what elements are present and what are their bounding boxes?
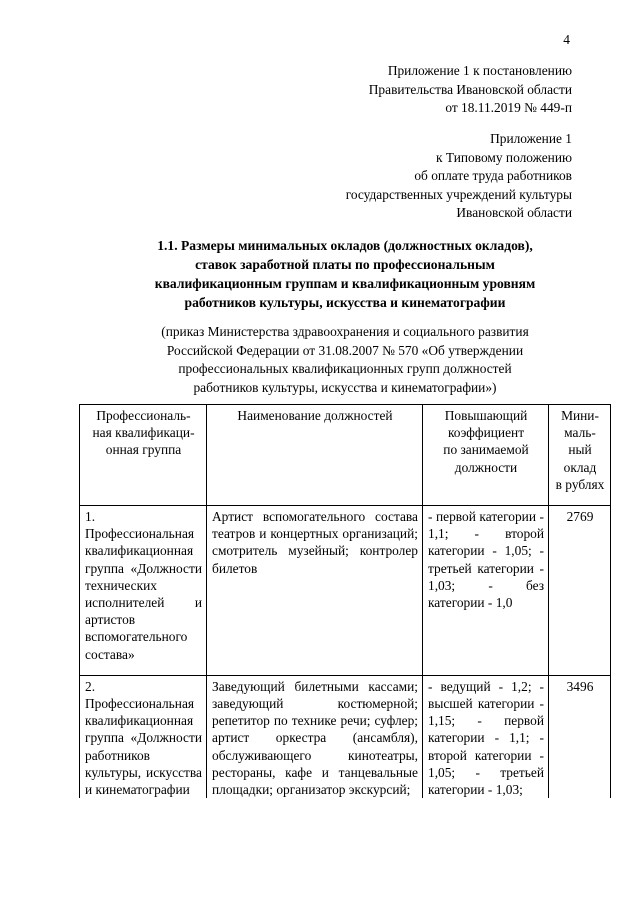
cell-positions: Заведующий билетными кассами; заведующий костюмерной; репетитор по технике речи; суфлер; артист оркестра (ансамбля), обслуживающего кинотеатры, рестораны, кафе и танцевальные площадки; организатор экскурсий; <box>207 675 423 798</box>
appendix-line: об оплате труда работников <box>414 168 572 183</box>
reference-line: Российской Федерации от 31.08.2007 № 570 «Об утверждении <box>166 342 524 358</box>
title-line: работников культуры, искусства и кинематографии <box>184 295 506 310</box>
table-row <box>80 506 611 676</box>
header-salary: Мини- маль- ный оклад в рублях <box>549 405 611 506</box>
salary-table <box>79 404 611 798</box>
document-title <box>76 236 614 312</box>
cell-positions: Артист вспомогательного состава театров и концертных организаций; смотритель музейный; контролер билетов <box>207 506 423 676</box>
page-number: 4 <box>563 32 570 47</box>
cell-coefficients: - ведущий - 1,2; - высшей категории - 1,15; - первой категории - 1,1; - второй категории - 1,05; - третьей категории - 1,03; <box>423 675 549 798</box>
cell-coefficients: - первой категории - 1,1; - второй категории - 1,05; - третьей категории - 1,03; - без категории - 1,0 <box>423 506 549 676</box>
table-header-row <box>80 405 611 506</box>
reference-line: (приказ Министерства здравоохранения и социального развития <box>161 324 529 339</box>
appendix-line: Приложение 1 к постановлению <box>387 63 572 78</box>
appendix-line: Приложение 1 <box>490 131 572 146</box>
reference-line: работников культуры, искусства и кинематографии») <box>193 379 497 395</box>
header-coefficient: Повышающий коэффициент по занимаемой должности <box>423 405 549 506</box>
appendix-line: Ивановской области <box>456 205 572 220</box>
appendix-header-regulation <box>346 130 572 223</box>
appendix-header-resolution <box>369 62 572 118</box>
header-positions: Наименование должностей <box>207 405 423 506</box>
header-group: Профессиональ- ная квалификаци- онная группа <box>80 405 207 506</box>
cell-salary: 2769 <box>549 506 611 676</box>
appendix-line: Правительства Ивановской области <box>368 81 572 97</box>
appendix-line: государственных учреждений культуры <box>345 186 572 202</box>
table-row <box>80 675 611 798</box>
appendix-line: к Типовому положению <box>436 149 572 165</box>
title-line: ставок заработной платы по профессиональным <box>195 257 495 272</box>
title-line: 1.1. Размеры минимальных окладов (должностных окладов), <box>157 238 533 253</box>
title-line: квалификационным группам и квалификационным уровням <box>154 276 536 291</box>
cell-group: 1. Профессиональная квалификационная группа «Должности технических исполнителей и артистов вспомогательного состава» <box>80 506 207 676</box>
order-reference <box>76 323 614 397</box>
reference-line: профессиональных квалификационных групп должностей <box>178 361 512 376</box>
cell-salary: 3496 <box>549 675 611 798</box>
appendix-line: от 18.11.2019 № 449-п <box>445 100 572 115</box>
cell-group: 2. Профессиональная квалификационная группа «Должности работников культуры, искусства и кинематографии <box>80 675 207 798</box>
